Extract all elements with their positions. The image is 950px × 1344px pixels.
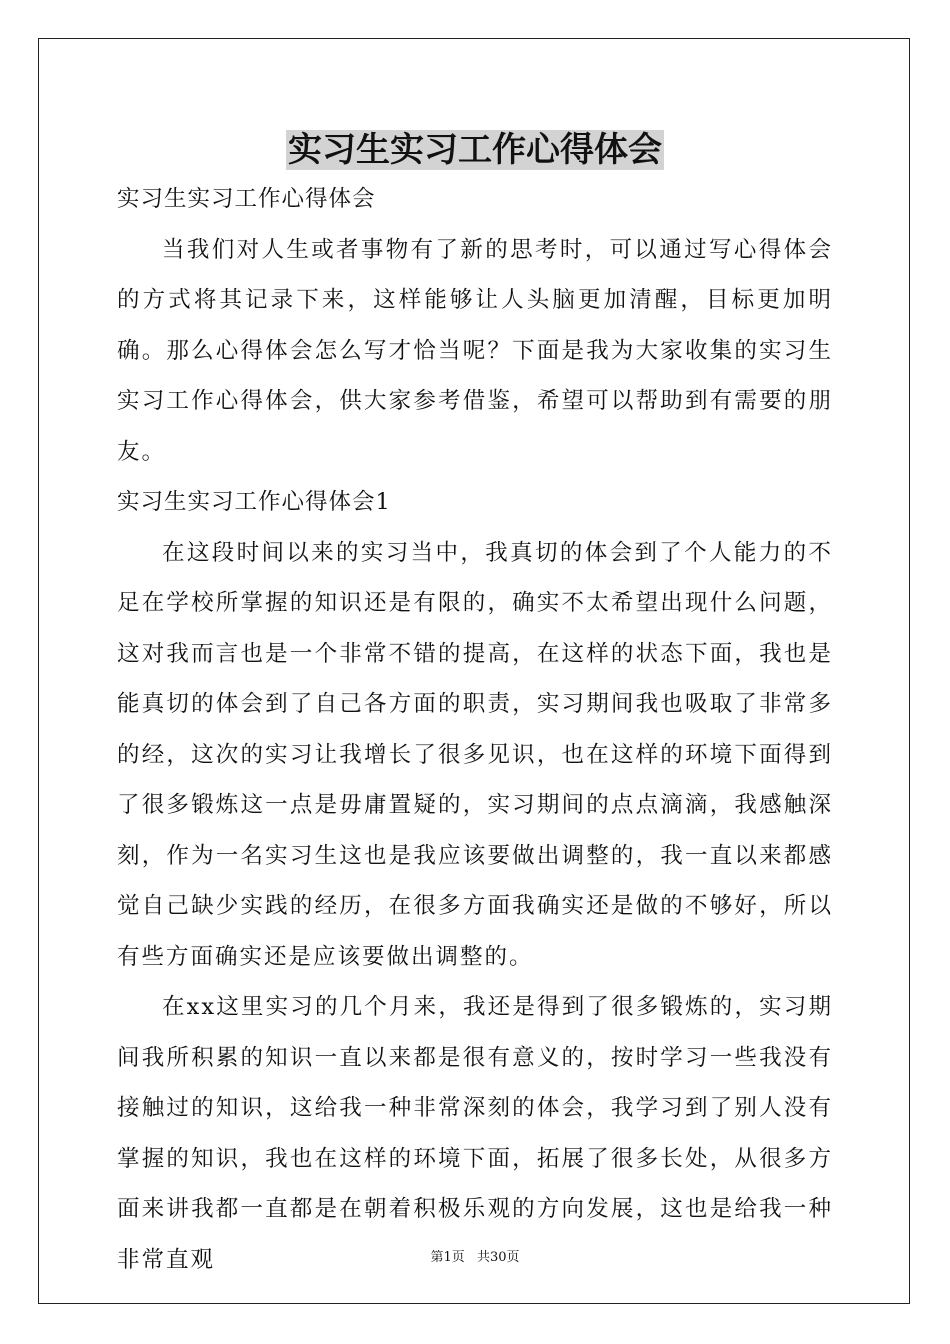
body-paragraph-2: 在xx这里实习的几个月来，我还是得到了很多锻炼的，实习期间我所积累的知识一直以来都是很有意义的，按时学习一些我没有接触过的知识，这给我一种非常深刻的体会，我学习到了别人没有掌握的知识，我也在这样的环境下面，拓展了很多长处，从很多方面来讲我都一直都是在朝着积极乐观的方向发展，这也是给我一种非常直观	[117, 994, 833, 1273]
body-paragraph-1: 在这段时间以来的实习当中，我真切的体会到了个人能力的不足在学校所掌握的知识还是有限的，确实不太希望出现什么问题，这对我而言也是一个非常不错的提高，在这样的状态下面，我也是能真切的体会到了自己各方面的职责，实习期间我也吸取了非常多的经，这次的实习让我增长了很多见识，也在这样的环境下面得到了很多锻炼这一点是毋庸置疑的，实习期间的点点滴滴，我感触深刻，作为一名实习生这也是我应该要做出调整的，我一直以来都感觉自己缺少实践的经历，在很多方面我确实还是做的不够好，所以有些方面确实还是应该要做出调整的。	[117, 539, 833, 970]
page-number-current: 第1页	[430, 1250, 465, 1265]
document-subtitle: 实习生实习工作心得体会	[117, 186, 376, 212]
section-heading: 实习生实习工作心得体会1	[117, 489, 391, 515]
document-body	[117, 174, 833, 1285]
intro-paragraph: 当我们对人生或者事物有了新的思考时，可以通过写心得体会的方式将其记录下来，这样能够让人头脑更加清醒，目标更加明确。那么心得体会怎么写才恰当呢？下面是我为大家收集的实习生实习工作心得体会，供大家参考借鉴，希望可以帮助到有需要的朋友。	[117, 236, 833, 465]
document-title	[0, 126, 950, 174]
page-number-total: 共30页	[476, 1250, 520, 1265]
document-title-text: 实习生实习工作心得体会	[288, 130, 662, 170]
page-footer	[0, 1250, 950, 1266]
